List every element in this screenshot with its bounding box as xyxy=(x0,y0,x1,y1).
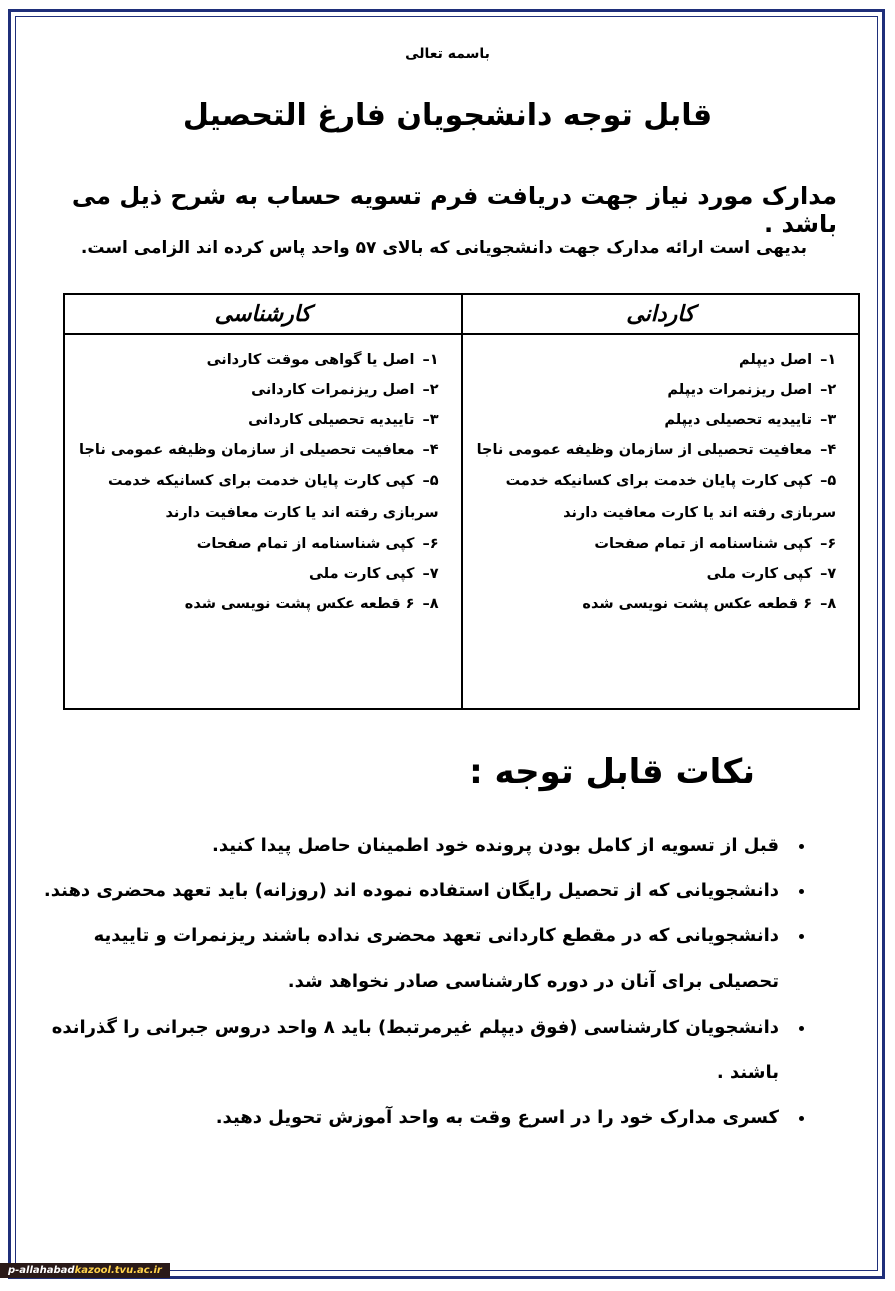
note-item: • کسری مدارک خود را در اسرع وقت به واحد آموزش تحویل دهید. xyxy=(42,1095,787,1140)
list-item-number: ۳– xyxy=(422,412,439,428)
list-item: کپی کارت ملی xyxy=(706,566,813,582)
list-item-number: ۷– xyxy=(820,566,837,582)
requirement-note: بدیهی است ارائه مدارک جهت دانشجویانی که بالای ۵۷ واحد پاس کرده اند الزامی است. xyxy=(80,238,807,258)
list-item-number: ۱– xyxy=(422,352,439,368)
bismillah-heading: باسمه تعالی xyxy=(405,46,490,62)
list-item-number: ۸– xyxy=(422,596,439,612)
list-item-number: ۵– xyxy=(820,473,837,489)
list-item-number: ۱– xyxy=(820,352,837,368)
list-item-number: ۸– xyxy=(820,596,837,612)
list-item: معافیت تحصیلی از سازمان وظیفه عمومی ناجا xyxy=(79,442,415,458)
karshenasi-heading: کارشناسی xyxy=(64,294,462,334)
list-item: کپی کارت پایان خدمت برای کسانیکه خدمت سربازی رفته اند یا کارت معافیت دارند xyxy=(505,473,837,521)
list-item-number: ۲– xyxy=(820,382,837,398)
page-title: قابل توجه دانشجویان فارغ التحصیل xyxy=(182,98,713,133)
footer-watermark xyxy=(0,1263,170,1278)
list-item-number: ۳– xyxy=(820,412,837,428)
list-item: اصل ریزنمرات دیپلم xyxy=(667,382,813,398)
list-item: اصل دیپلم xyxy=(739,352,813,368)
note-item: • دانشجویانی که از تحصیل رایگان استفاده نموده اند (روزانه) باید تعهد محضری دهند. xyxy=(42,868,787,913)
list-item-number: ۴– xyxy=(422,442,439,458)
list-item-number: ۴– xyxy=(820,442,837,458)
kardani-heading: کاردانی xyxy=(462,294,860,334)
list-item: ۶ قطعه عکس پشت نویسی شده xyxy=(582,596,813,612)
list-item: اصل ریزنمرات کاردانی xyxy=(251,382,415,398)
list-item: ۶ قطعه عکس پشت نویسی شده xyxy=(184,596,415,612)
list-item-number: ۵– xyxy=(422,473,439,489)
note-item: • قبل از تسویه از کامل بودن پرونده خود اطمینان حاصل پیدا کنید. xyxy=(42,823,787,868)
list-item: کپی کارت ملی xyxy=(309,566,415,582)
page-subtitle: مدارک مورد نیاز جهت دریافت فرم تسویه حساب به شرح ذیل می باشد . xyxy=(71,182,837,238)
list-item: معافیت تحصیلی از سازمان وظیفه عمومی ناجا xyxy=(476,442,813,458)
documents-table xyxy=(63,293,860,710)
kardani-column xyxy=(462,334,860,709)
document-page xyxy=(30,30,865,1260)
footer-domain: kazool.tvu.ac.ir xyxy=(74,1265,162,1276)
list-item: تاییدیه تحصیلی دیپلم xyxy=(664,412,813,428)
list-item-number: ۲– xyxy=(422,382,439,398)
footer-prefix: p-allahabad xyxy=(8,1265,75,1276)
notes-heading: نکات قابل توجه : xyxy=(469,752,755,792)
list-item: اصل یا گواهی موقت کاردانی xyxy=(206,352,415,368)
list-item: کپی کارت پایان خدمت برای کسانیکه خدمت سربازی رفته اند یا کارت معافیت دارند xyxy=(107,473,439,521)
list-item: تاییدیه تحصیلی کاردانی xyxy=(248,412,415,428)
note-item: • دانشجویان کارشناسی (فوق دیپلم غیرمرتبط) باید ۸ واحد دروس جبرانی را گذرانده باشند . xyxy=(42,1005,787,1095)
notes-list xyxy=(42,823,813,1140)
karshenasi-column xyxy=(64,334,462,709)
list-item-number: ۶– xyxy=(820,536,837,552)
list-item-number: ۷– xyxy=(422,566,439,582)
list-item: کپی شناسنامه از تمام صفحات xyxy=(594,536,813,552)
list-item-number: ۶– xyxy=(422,536,439,552)
note-item: • دانشجویانی که در مقطع کاردانی تعهد محضری نداده باشند ریزنمرات و تاییدیه تحصیلی برای آنان در دوره کارشناسی صادر نخواهد شد. xyxy=(42,913,787,1005)
list-item: کپی شناسنامه از تمام صفحات xyxy=(196,536,415,552)
